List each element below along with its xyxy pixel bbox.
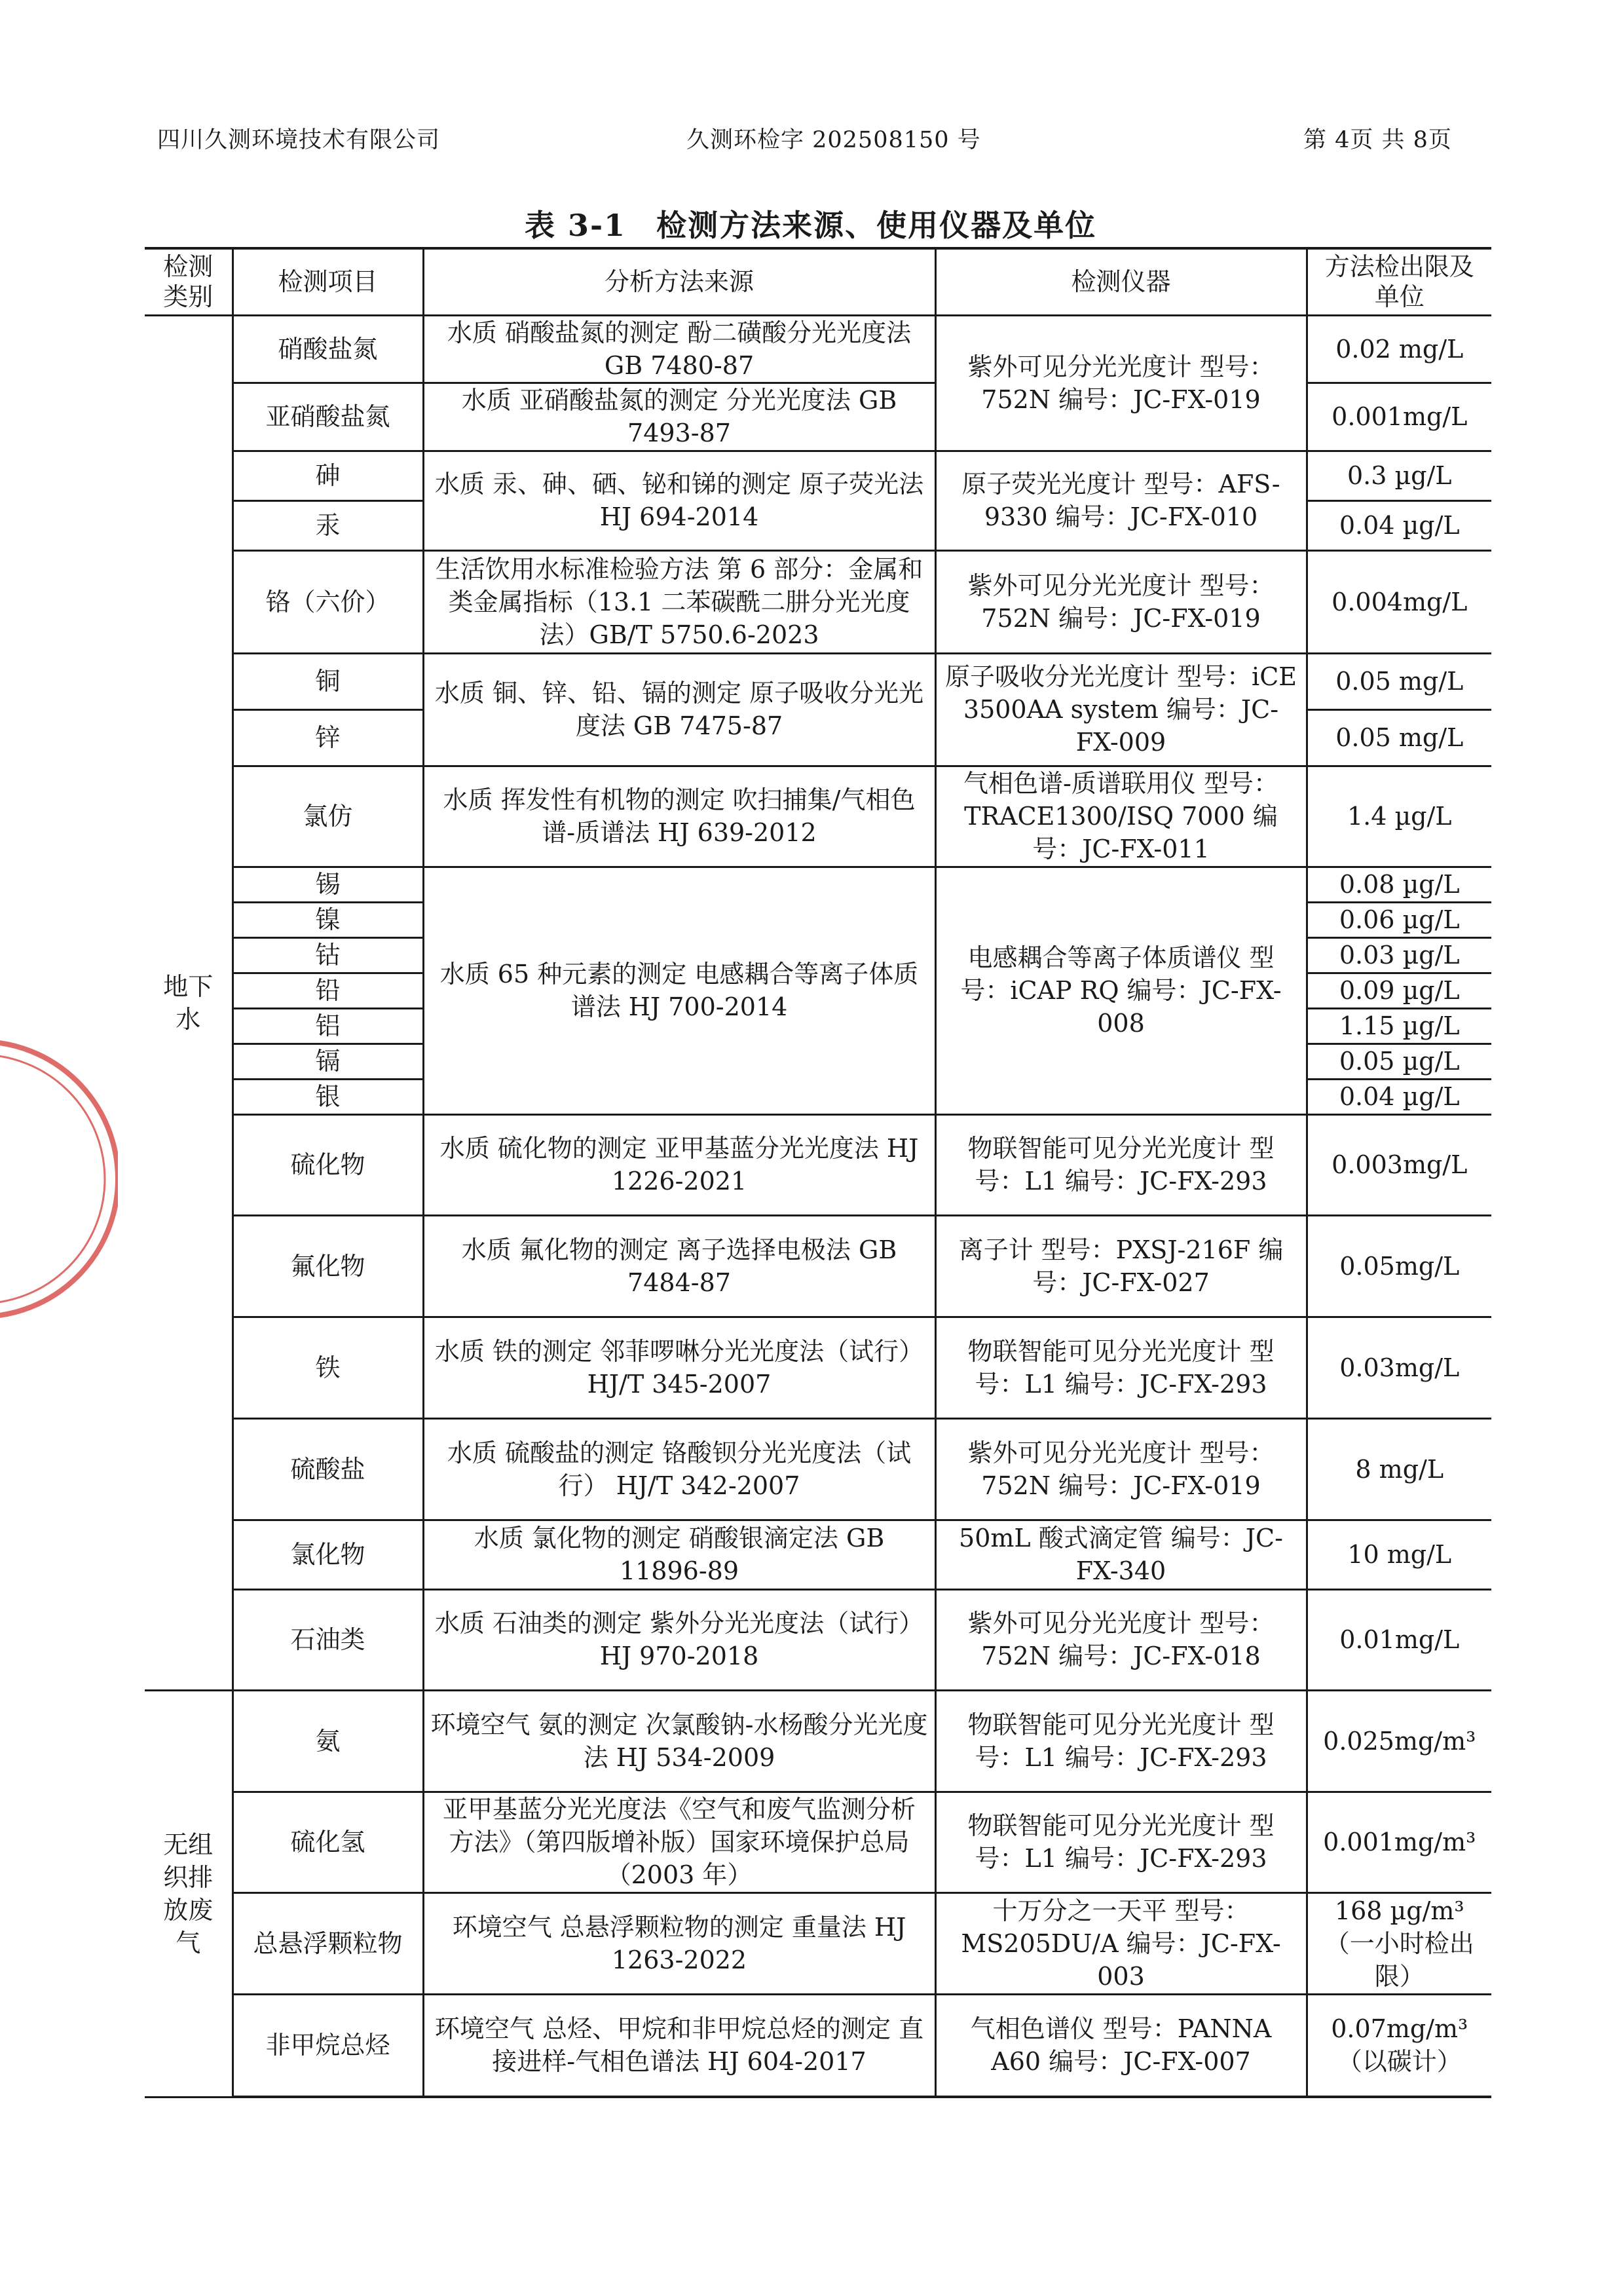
- method-table: [145, 247, 1491, 2098]
- limit-cell: 0.01mg/L: [1307, 1589, 1491, 1690]
- item-cell: 镉: [233, 1044, 423, 1079]
- limit-cell: 0.05 mg/L: [1307, 709, 1491, 766]
- table-row: [145, 1892, 1491, 1994]
- header-instrument: 检测仪器: [935, 248, 1307, 315]
- header-category: 检测类别: [145, 248, 233, 315]
- limit-cell: 0.07mg/m³（以碳计）: [1307, 1994, 1491, 2097]
- header-report-number: 久测环检字 202508150 号: [686, 127, 981, 153]
- table-row: [145, 315, 1491, 383]
- table-row: [145, 550, 1491, 653]
- table-header-row: [145, 248, 1491, 315]
- item-cell: 铜: [233, 653, 423, 709]
- method-cell: 水质 氟化物的测定 离子选择电极法 GB 7484-87: [423, 1215, 935, 1317]
- item-cell: 锡: [233, 867, 423, 902]
- item-cell: 氟化物: [233, 1215, 423, 1317]
- instrument-cell: 物联智能可见分光光度计 型号：L1 编号：JC-FX-293: [935, 1114, 1307, 1215]
- instrument-cell: 十万分之一天平 型号：MS205DU/A 编号：JC-FX-003: [935, 1892, 1307, 1994]
- limit-cell: 1.15 µg/L: [1307, 1008, 1491, 1044]
- item-cell: 汞: [233, 500, 423, 550]
- header-limit: 方法检出限及单位: [1307, 248, 1491, 315]
- item-cell: 总悬浮颗粒物: [233, 1892, 423, 1994]
- method-cell: 水质 硫酸盐的测定 铬酸钡分光光度法（试行） HJ/T 342-2007: [423, 1418, 935, 1520]
- limit-cell: 0.3 µg/L: [1307, 451, 1491, 500]
- table-row: [145, 1994, 1491, 2097]
- table-row: [145, 1792, 1491, 1892]
- table-title: [0, 202, 1621, 245]
- limit-cell: 0.03mg/L: [1307, 1317, 1491, 1418]
- instrument-cell: 紫外可见分光光度计 型号：752N 编号：JC-FX-019: [935, 315, 1307, 451]
- item-cell: 砷: [233, 451, 423, 500]
- category-cell: 地下水: [145, 315, 233, 1690]
- limit-cell: 0.001mg/m³: [1307, 1792, 1491, 1892]
- instrument-cell: 气相色谱-质谱联用仪 型号：TRACE1300/ISQ 7000 编号：JC-FX-011: [935, 766, 1307, 867]
- item-cell: 硫化物: [233, 1114, 423, 1215]
- limit-cell: 0.001mg/L: [1307, 383, 1491, 451]
- method-cell: 水质 亚硝酸盐氮的测定 分光光度法 GB 7493-87: [423, 383, 935, 451]
- item-cell: 氯仿: [233, 766, 423, 867]
- limit-cell: 1.4 µg/L: [1307, 766, 1491, 867]
- limit-cell: 0.02 mg/L: [1307, 315, 1491, 383]
- limit-cell: 0.04 µg/L: [1307, 1079, 1491, 1114]
- item-cell: 硝酸盐氮: [233, 315, 423, 383]
- method-cell: 水质 汞、砷、硒、铋和锑的测定 原子荧光法 HJ 694-2014: [423, 451, 935, 550]
- table-row: [145, 766, 1491, 867]
- limit-cell: 8 mg/L: [1307, 1418, 1491, 1520]
- table-row: [145, 1690, 1491, 1792]
- table-row: [145, 451, 1491, 500]
- limit-cell: 0.05mg/L: [1307, 1215, 1491, 1317]
- table-row: [145, 1215, 1491, 1317]
- item-cell: 铝: [233, 1008, 423, 1044]
- table-row: [145, 1114, 1491, 1215]
- item-cell: 石油类: [233, 1589, 423, 1690]
- table-number: 表 3-1: [524, 208, 627, 243]
- limit-cell: 0.08 µg/L: [1307, 867, 1491, 902]
- limit-cell: 0.04 µg/L: [1307, 500, 1491, 550]
- item-cell: 铬（六价）: [233, 550, 423, 653]
- header-method: 分析方法来源: [423, 248, 935, 315]
- item-cell: 铅: [233, 973, 423, 1008]
- limit-cell: 168 µg/m³（一小时检出限）: [1307, 1892, 1491, 1994]
- table-title-text: 检测方法来源、使用仪器及单位: [656, 208, 1097, 243]
- method-cell: 水质 氯化物的测定 硝酸银滴定法 GB 11896-89: [423, 1520, 935, 1589]
- method-cell: 水质 石油类的测定 紫外分光光度法（试行） HJ 970-2018: [423, 1589, 935, 1690]
- instrument-cell: 物联智能可见分光光度计 型号：L1 编号：JC-FX-293: [935, 1317, 1307, 1418]
- table-row: [145, 1317, 1491, 1418]
- item-cell: 氨: [233, 1690, 423, 1792]
- official-seal: [0, 1022, 118, 1336]
- item-cell: 硫化氢: [233, 1792, 423, 1892]
- limit-cell: 10 mg/L: [1307, 1520, 1491, 1589]
- table-row: [145, 1418, 1491, 1520]
- instrument-cell: 50mL 酸式滴定管 编号：JC-FX-340: [935, 1520, 1307, 1589]
- method-cell: 水质 挥发性有机物的测定 吹扫捕集/气相色谱-质谱法 HJ 639-2012: [423, 766, 935, 867]
- category-cell: 无组织排放废气: [145, 1690, 233, 2097]
- method-cell: 环境空气 总烃、甲烷和非甲烷总烃的测定 直接进样-气相色谱法 HJ 604-2017: [423, 1994, 935, 2097]
- item-cell: 银: [233, 1079, 423, 1114]
- table-row: [145, 1589, 1491, 1690]
- item-cell: 铁: [233, 1317, 423, 1418]
- instrument-cell: 紫外可见分光光度计 型号：752N 编号：JC-FX-019: [935, 550, 1307, 653]
- header-company: 四川久测环境技术有限公司: [157, 127, 441, 153]
- instrument-cell: 气相色谱仪 型号：PANNA A60 编号：JC-FX-007: [935, 1994, 1307, 2097]
- instrument-cell: 原子吸收分光光度计 型号：iCE 3500AA system 编号：JC-FX-009: [935, 653, 1307, 766]
- item-cell: 非甲烷总烃: [233, 1994, 423, 2097]
- instrument-cell: 物联智能可见分光光度计 型号：L1 编号：JC-FX-293: [935, 1792, 1307, 1892]
- method-cell: 水质 铁的测定 邻菲啰啉分光光度法（试行） HJ/T 345-2007: [423, 1317, 935, 1418]
- method-cell: 环境空气 氨的测定 次氯酸钠-水杨酸分光光度法 HJ 534-2009: [423, 1690, 935, 1792]
- item-cell: 钴: [233, 937, 423, 973]
- table-row: [145, 1520, 1491, 1589]
- header-item: 检测项目: [233, 248, 423, 315]
- instrument-cell: 紫外可见分光光度计 型号：752N 编号：JC-FX-018: [935, 1589, 1307, 1690]
- instrument-cell: 原子荧光光度计 型号：AFS-9330 编号：JC-FX-010: [935, 451, 1307, 550]
- limit-cell: 0.03 µg/L: [1307, 937, 1491, 973]
- limit-cell: 0.004mg/L: [1307, 550, 1491, 653]
- limit-cell: 0.09 µg/L: [1307, 973, 1491, 1008]
- instrument-cell: 电感耦合等离子体质谱仪 型号：iCAP RQ 编号：JC-FX-008: [935, 867, 1307, 1114]
- method-cell: 水质 铜、锌、铅、镉的测定 原子吸收分光光度法 GB 7475-87: [423, 653, 935, 766]
- item-cell: 亚硝酸盐氮: [233, 383, 423, 451]
- item-cell: 锌: [233, 709, 423, 766]
- limit-cell: 0.003mg/L: [1307, 1114, 1491, 1215]
- method-cell: 水质 硝酸盐氮的测定 酚二磺酸分光光度法 GB 7480-87: [423, 315, 935, 383]
- item-cell: 镍: [233, 902, 423, 937]
- method-cell: 水质 硫化物的测定 亚甲基蓝分光光度法 HJ 1226-2021: [423, 1114, 935, 1215]
- table-row: [145, 867, 1491, 902]
- method-cell: 亚甲基蓝分光光度法《空气和废气监测分析方法》（第四版增补版）国家环境保护总局（2003 年）: [423, 1792, 935, 1892]
- limit-cell: 0.025mg/m³: [1307, 1690, 1491, 1792]
- limit-cell: 0.05 mg/L: [1307, 653, 1491, 709]
- limit-cell: 0.06 µg/L: [1307, 902, 1491, 937]
- instrument-cell: 物联智能可见分光光度计 型号：L1 编号：JC-FX-293: [935, 1690, 1307, 1792]
- table-row: [145, 653, 1491, 709]
- method-cell: 环境空气 总悬浮颗粒物的测定 重量法 HJ 1263-2022: [423, 1892, 935, 1994]
- method-cell: 水质 65 种元素的测定 电感耦合等离子体质谱法 HJ 700-2014: [423, 867, 935, 1114]
- instrument-cell: 离子计 型号：PXSJ-216F 编号：JC-FX-027: [935, 1215, 1307, 1317]
- instrument-cell: 紫外可见分光光度计 型号：752N 编号：JC-FX-019: [935, 1418, 1307, 1520]
- method-cell: 生活饮用水标准检验方法 第 6 部分：金属和类金属指标（13.1 二苯碳酰二肼分光光度法）GB/T 5750.6-2023: [423, 550, 935, 653]
- item-cell: 氯化物: [233, 1520, 423, 1589]
- item-cell: 硫酸盐: [233, 1418, 423, 1520]
- limit-cell: 0.05 µg/L: [1307, 1044, 1491, 1079]
- header-page-number: 第 4页 共 8页: [1303, 127, 1452, 153]
